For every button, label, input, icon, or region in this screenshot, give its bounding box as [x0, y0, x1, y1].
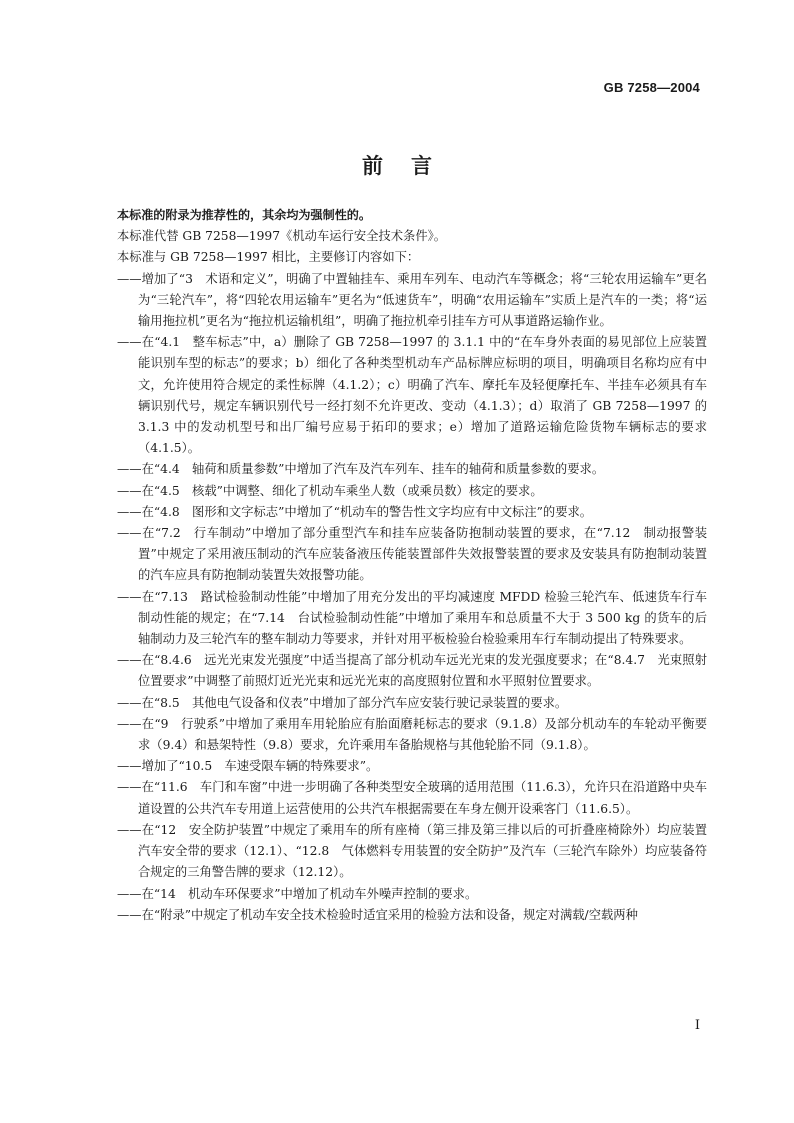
list-item: ——在“4.4 轴荷和质量参数”中增加了汽车及汽车列车、挂车的轴荷和质量参数的要求。 — [117, 462, 605, 477]
list-item: ——在“7.13 路试检验制动性能”中增加了用充分发出的平均减速度 MFDD 检验三轮汽车、低速货车行车制动性能的规定；在“7.14 台试检验制动性能”中增加了乘用车和总质量不大于 3 500 kg 的货车的后轴制动力及三轮汽车的整车制动力等要求，并针对用平板检验台检验乘用车行车制动提出了特殊要求。 — [117, 589, 707, 647]
list-item: ——在“12 安全防护装置”中规定了乘用车的所有座椅（第三排及第三排以后的可折叠座椅除外）均应装置汽车安全带的要求（12.1）、“12.8 气体燃料专用装置的安全防护”及汽车（三轮汽车除外）均应装备符合规定的三角警告牌的要求（12.12）。 — [117, 822, 707, 880]
list-item: ——在“14 机动车环保要求”中增加了机动车外噪声控制的要求。 — [117, 886, 478, 901]
intro-statement: 本标准的附录为推荐性的，其余均为强制性的。 — [117, 208, 371, 222]
standard-number: GB 7258—2004 — [603, 80, 700, 95]
list-item: ——在“9 行驶系”中增加了乘用车用轮胎应有胎面磨耗标志的要求（9.1.8）及部分机动车的车轮动平衡要求（9.4）和悬架特性（9.8）要求，允许乘用车备胎规格与其他轮胎不同（9.1.8）。 — [117, 716, 707, 753]
list-item: ——在“附录”中规定了机动车安全技术检验时适宜采用的检验方法和设备，规定对满载/空载两种 — [117, 907, 638, 922]
list-item: ——在“4.8 图形和文字标志”中增加了“机动车的警告性文字均应有中文标注”的要求。 — [117, 504, 593, 519]
list-item: ——在“8.5 其他电气设备和仪表”中增加了部分汽车应安装行驶记录装置的要求。 — [117, 695, 568, 710]
list-item: ——在“11.6 车门和车窗”中进一步明确了各种类型安全玻璃的适用范围（11.6.3），允许只在沿道路中央车道设置的公共汽车专用道上运营使用的公共汽车根据需要在车身左侧开设乘客门（11.6.5）。 — [117, 780, 707, 816]
intro-changes: 本标准与 GB 7258—1997 相比，主要修订内容如下： — [117, 250, 420, 265]
list-item: ——增加了“3 术语和定义”，明确了中置轴挂车、乘用车列车、电动汽车等概念；将“三轮农用运输车”更名为“三轮汽车”，将“四轮农用运输车”更名为“低速货车”，明确“农用运输车”实质上是汽车的一类；将“运输用拖拉机”更名为“拖拉机运输机组”，明确了拖拉机牵引挂车方可从事道路运输作业。 — [117, 271, 707, 329]
page-number: I — [694, 1018, 700, 1033]
document-body — [117, 205, 707, 926]
list-item: ——在“7.2 行车制动”中增加了部分重型汽车和挂车应装备防抱制动装置的要求，在“7.12 制动报警装置”中规定了采用液压制动的汽车应装备液压传能装置部件失效报警装置的要求及安装具有防抱制动装置的汽车应具有防抱制动装置失效报警功能。 — [117, 526, 707, 583]
list-item: ——增加了“10.5 车速受限车辆的特殊要求”。 — [117, 759, 379, 774]
list-item: ——在“4.1 整车标志”中，a）删除了 GB 7258—1997 的 3.1.1 中的“在车身外表面的易见部位上应装置能识别车型的标志”的要求；b）细化了各种类型机动车产品标牌应标明的项目，明确项目名称均应有中文，允许使用符合规定的柔性标牌（4.1.2）；c）明确了汽车、摩托车及轻便摩托车、半挂车必须具有车辆识别代号，规定车辆识别代号一经打刻不允许更改、变动（4.1.3）；d）取消了 GB 7258—1997 的 3.1.3 中的发动机型号和出厂编号应易于拓印的要求；e）增加了道路运输危险货物车辆标志的要求（4.1.5）。 — [117, 335, 707, 456]
intro-replacement: 本标准代替 GB 7258—1997《机动车运行安全技术条件》。 — [117, 229, 447, 244]
list-item: ——在“4.5 核载”中调整、细化了机动车乘坐人数（或乘员数）核定的要求。 — [117, 483, 543, 498]
page-title: 前言 — [362, 154, 460, 178]
list-item: ——在“8.4.6 远光光束发光强度”中适当提高了部分机动车远光光束的发光强度要求；在“8.4.7 光束照射位置要求”中调整了前照灯近光光束和远光光束的高度照射位置和水平照射位置要求。 — [117, 653, 707, 689]
